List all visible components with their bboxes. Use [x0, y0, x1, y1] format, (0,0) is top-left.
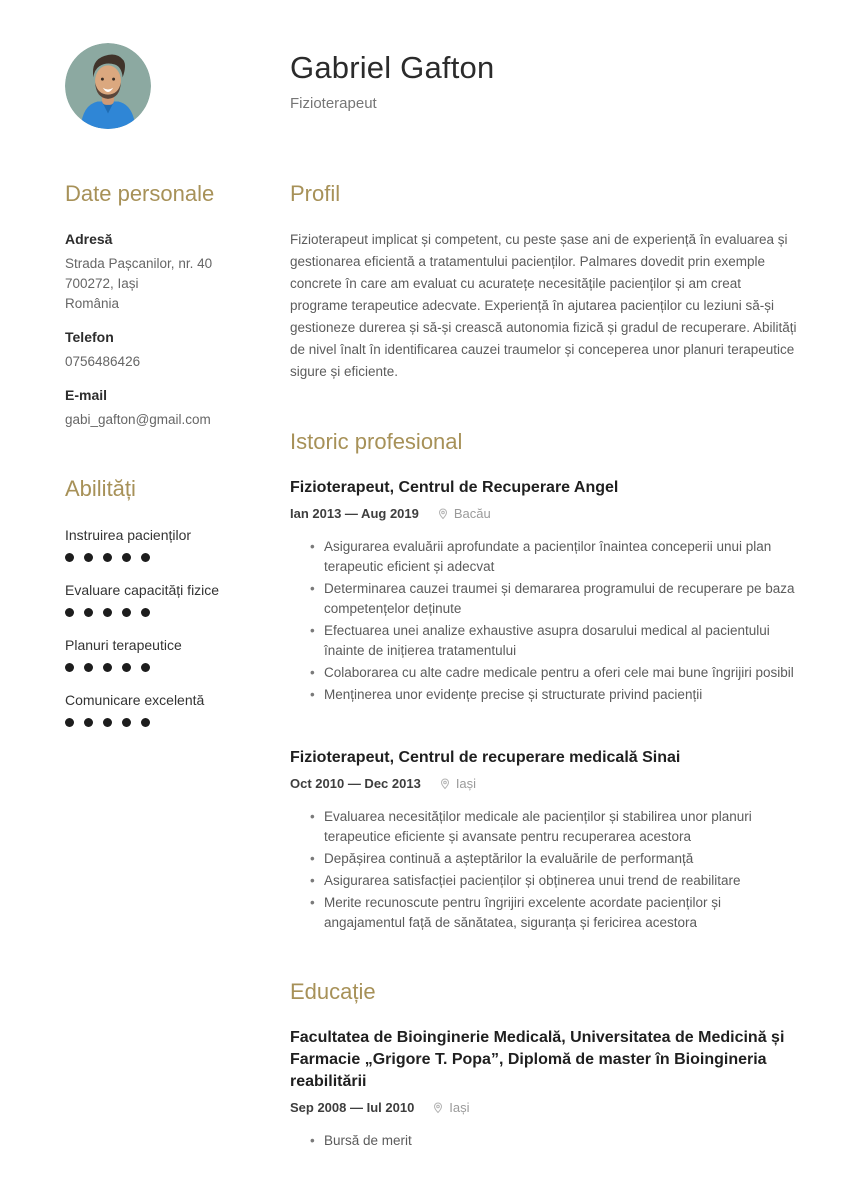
skill-item [65, 581, 290, 617]
skill-rating [65, 663, 290, 672]
skill-rating-dot [103, 663, 112, 672]
avatar-photo-icon [65, 43, 151, 129]
contact-label: Telefon [65, 329, 114, 345]
skill-rating-dot [122, 718, 131, 727]
bullet-item: • Menținerea unor evidențe precise și structurate privind pacienții [324, 685, 797, 705]
skill-name: Planuri terapeutice [65, 637, 182, 653]
skill-item [65, 636, 290, 672]
sidebar [65, 181, 290, 746]
skill-rating-dot [84, 718, 93, 727]
job-entry-dates: Ian 2013 — Aug 2019 [290, 506, 419, 521]
skill-name: Evaluare capacități fizice [65, 582, 220, 598]
skill-name: Comunicare excelentă [65, 692, 205, 708]
contact-list [65, 231, 290, 430]
bullet-item: • Bursă de merit [324, 1131, 797, 1151]
bullet-item: • Asigurarea satisfacției pacienților și obținerea unui trend de reabilitare [324, 871, 797, 891]
education-entry-location-text: Iași [449, 1100, 470, 1115]
location-pin-icon [437, 508, 449, 520]
job-entry-meta [290, 776, 797, 791]
bullet-item: • Depășirea continuă a așteptărilor la evaluările de performanță [324, 849, 797, 869]
profile-summary: Fizioterapeut implicat și competent, cu peste șase ani de experiență în evaluarea și gestionarea eficientă a tratamentului pacienților. Palmares dovedit prin exemple concrete în care am evaluat cu acuratețe necesitățile pacienților și am creat programe terapeutice adecvate. Experiență în ajutarea pacienților cu leziuni să-și gestioneze durerea și să-și crească autonomia fizică și gradul de recuperare. Abilități de nivel înalt în identificarea cauzei traumelor și conceperea unor planuri terapeutice sigure și eficiente. [290, 232, 797, 379]
job-entry-title: Fizioterapeut, Centrul de recuperare medicală Sinai [290, 749, 681, 766]
bullet-item: • Merite recunoscute pentru îngrijiri excelente acordate pacienților și angajamentul față de sănătatea, siguranța și fericirea acestora [324, 893, 797, 933]
resume-header [0, 0, 852, 129]
skill-rating-dot [65, 553, 74, 562]
avatar [65, 43, 151, 129]
job-entry-location-text: Bacău [453, 506, 491, 521]
education-entry-meta [290, 1100, 797, 1115]
skill-rating-dot [141, 553, 150, 562]
skill-item [65, 526, 290, 562]
job-entry [290, 747, 797, 933]
contact-value: România [65, 296, 120, 311]
skill-rating-dot [84, 608, 93, 617]
skill-rating-dot [103, 608, 112, 617]
bullet-item: • Asigurarea evaluării aprofundate a pacienților înaintea conceperii unui plan terapeutic eficient și adecvat [324, 537, 797, 577]
skill-rating-dot [122, 553, 131, 562]
education-entry-title: Facultatea de Bioinginerie Medicală, Universitatea de Medicină și Farmacie „Grigore T. Popa”, Diplomă de master în Bioingineria reabilitării [290, 1029, 785, 1090]
skill-rating-dot [65, 608, 74, 617]
skill-rating [65, 553, 290, 562]
person-job-title: Fizioterapeut [290, 95, 377, 112]
bullet-item: • Efectuarea unei analize exhaustive asupra dosarului medical al pacientului înainte de inițierea tratamentului [324, 621, 797, 661]
job-entry-location [437, 506, 491, 521]
profile-heading: Profil [290, 181, 341, 206]
bullet-item: • Determinarea cauzei traumei și demararea programului de recuperare pe baza competențelor deținute [324, 579, 797, 619]
education-entry-bullets [290, 1131, 797, 1151]
skill-rating-dot [122, 608, 131, 617]
location-pin-icon [439, 778, 451, 790]
skill-rating [65, 718, 290, 727]
contact-group [65, 329, 290, 372]
education-entry-location [432, 1100, 469, 1115]
skill-rating-dot [65, 718, 74, 727]
job-entry-dates: Oct 2010 — Dec 2013 [290, 776, 421, 791]
skill-rating-dot [84, 663, 93, 672]
identity-block [290, 43, 797, 129]
skill-rating-dot [103, 553, 112, 562]
resume-body [0, 129, 852, 1193]
skill-rating-dot [65, 663, 74, 672]
education-entry-dates: Sep 2008 — Iul 2010 [290, 1100, 415, 1115]
contact-group [65, 387, 290, 430]
education-entry [290, 1027, 797, 1151]
education-section [290, 979, 797, 1151]
contact-label: E-mail [65, 387, 108, 403]
skill-rating-dot [122, 663, 131, 672]
job-entry-title: Fizioterapeut, Centrul de Recuperare Angel [290, 479, 619, 496]
skill-name: Instruirea pacienților [65, 527, 192, 543]
skills-heading: Abilități [65, 476, 136, 501]
main-column [290, 181, 797, 1153]
contact-label: Adresă [65, 231, 113, 247]
profile-section [290, 181, 797, 383]
job-entry-location [439, 776, 476, 791]
contact-value: 700272, Iași [65, 276, 139, 291]
job-entry-meta [290, 506, 797, 521]
skill-rating-dot [141, 663, 150, 672]
contact-value: gabi_gafton@gmail.com [65, 412, 211, 427]
job-entry-location-text: Iași [455, 776, 477, 791]
skill-rating-dot [141, 718, 150, 727]
job-entry-bullets [290, 807, 797, 933]
contact-group [65, 231, 290, 314]
skill-rating-dot [103, 718, 112, 727]
personal-data-heading: Date personale [65, 181, 215, 206]
skill-rating-dot [84, 553, 93, 562]
education-heading: Educație [290, 979, 376, 1004]
experience-heading: Istoric profesional [290, 429, 463, 454]
bullet-item: • Evaluarea necesităților medicale ale pacienților și stabilirea unor planuri terapeutice eficiente și avansate pentru recuperarea acestora [324, 807, 797, 847]
contact-value: Strada Pașcanilor, nr. 40 [65, 256, 213, 271]
job-entry [290, 477, 797, 705]
job-entry-bullets [290, 537, 797, 705]
skill-list [65, 526, 290, 727]
education-list [290, 1027, 797, 1151]
experience-section [290, 429, 797, 933]
contact-value: 0756486426 [65, 354, 141, 369]
bullet-item: • Colaborarea cu alte cadre medicale pentru a oferi cele mai bune îngrijiri posibil [324, 663, 797, 683]
skill-rating-dot [141, 608, 150, 617]
location-pin-icon [432, 1102, 444, 1114]
skill-rating [65, 608, 290, 617]
job-list [290, 477, 797, 933]
skill-item [65, 691, 290, 727]
person-name: Gabriel Gafton [290, 50, 495, 85]
